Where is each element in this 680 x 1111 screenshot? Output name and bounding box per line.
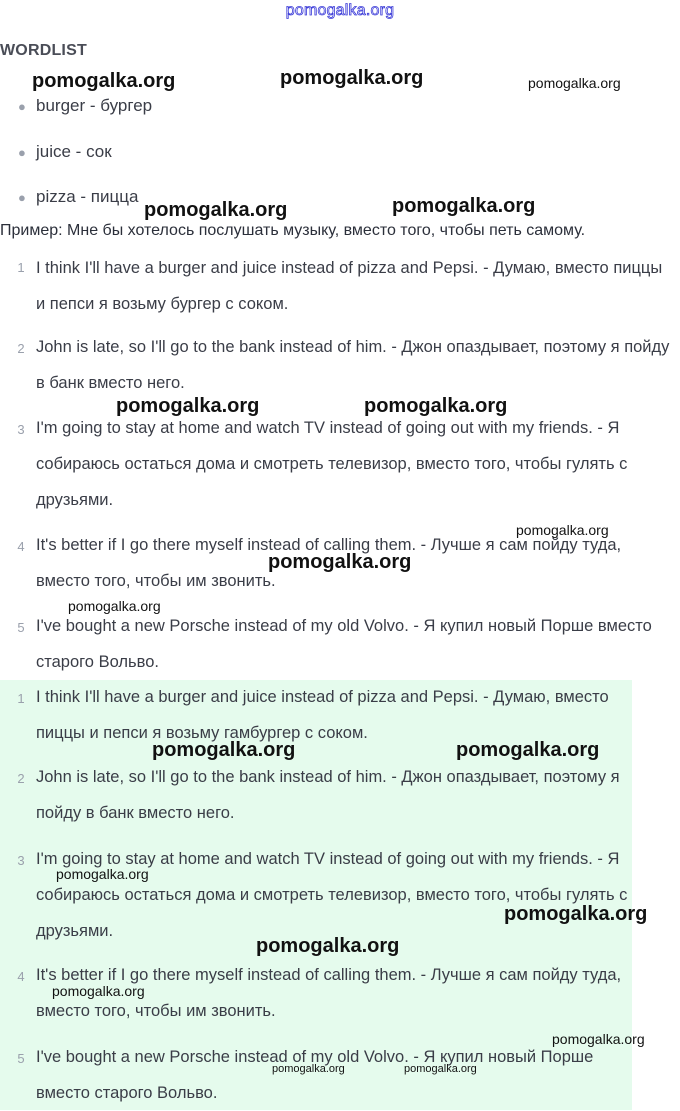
watermark: pomogalka.org — [56, 866, 149, 882]
bullet-icon: ● — [18, 99, 26, 114]
watermark: pomogalka.org — [152, 739, 296, 761]
answer-text: John is late, so I'll go to the bank instead of him. - Джон опаздывает, поэтому я пойду в банк вместо него. — [36, 768, 620, 822]
watermark: pomogalka.org — [32, 70, 176, 92]
wordlist-item-label: juice - сок — [36, 142, 112, 161]
wordlist-title: WORDLIST — [0, 42, 87, 59]
watermark: pomogalka.org — [404, 1063, 477, 1075]
example-sentence: Пример: Мне бы хотелось послушать музыку, вместо того, чтобы петь самому. — [0, 222, 586, 239]
answer-text: I've bought a new Porsche instead of my old Volvo. - Я купил новый Порше вместо старого Вольво. — [36, 1048, 594, 1102]
watermark: pomogalka.org — [256, 935, 400, 957]
watermark: pomogalka.org — [52, 983, 145, 999]
answer-text: It's better if I go there myself instead of calling them. - Лучше я сам пойду туда, вместо того, чтобы им звонить. — [36, 966, 622, 1020]
watermark: pomogalka.org — [516, 522, 609, 538]
watermark: pomogalka.org — [504, 903, 648, 925]
answer-number: 4 — [17, 539, 25, 554]
watermark: pomogalka.org — [552, 1031, 645, 1047]
watermark: pomogalka.org — [364, 395, 508, 417]
wordlist-item — [18, 96, 152, 116]
watermark: pomogalka.org — [392, 195, 536, 217]
answer-text: I'm going to stay at home and watch TV instead of going out with my friends. - Я собираюсь остаться дома и смотреть телевизор, вместо того, чтобы гулять с друзьями. — [36, 419, 628, 509]
answer-text: I think I'll have a burger and juice instead of pizza and Pepsi. - Думаю, вместо пиццы и пепси я возьму гамбургер с соком. — [36, 688, 609, 742]
bullet-icon: ● — [18, 145, 26, 160]
answer-number: 5 — [17, 1051, 25, 1066]
answer-number: 3 — [17, 853, 25, 868]
answer-number: 2 — [17, 341, 25, 356]
answer-text: It's better if I go there myself instead of calling them. - Лучше я сам пойду туда, вместо того, чтобы им звонить. — [36, 536, 622, 590]
watermark: pomogalka.org — [456, 739, 600, 761]
watermark: pomogalka.org — [268, 551, 412, 573]
answer-number: 5 — [17, 620, 25, 635]
answer-text: I think I'll have a burger and juice instead of pizza and Pepsi. - Думаю, вместо пиццы и пепси я возьму бургер с соком. — [36, 259, 663, 313]
wordlist-item-label: pizza - пицца — [36, 187, 139, 206]
watermark: pomogalka.org — [272, 1063, 345, 1075]
answer-number: 1 — [17, 260, 25, 275]
wordlist-item — [18, 187, 138, 207]
answer-number: 1 — [17, 691, 25, 706]
watermark: pomogalka.org — [528, 75, 621, 91]
answer-text: I've bought a new Porsche instead of my old Volvo. - Я купил новый Порше вместо старого Вольво. — [36, 617, 652, 671]
answer-number: 2 — [17, 771, 25, 786]
site-watermark-top: pomogalka.org — [285, 2, 395, 19]
bullet-icon: ● — [18, 190, 26, 205]
watermark: pomogalka.org — [280, 67, 424, 89]
answer-text: John is late, so I'll go to the bank instead of him. - Джон опаздывает, поэтому я пойду в банк вместо него. — [36, 338, 670, 392]
wordlist-item-label: burger - бургер — [36, 96, 153, 115]
answer-number: 4 — [17, 969, 25, 984]
wordlist-item — [18, 142, 112, 162]
watermark: pomogalka.org — [68, 598, 161, 614]
answer-text: I'm going to stay at home and watch TV instead of going out with my friends. - Я собираюсь остаться дома и смотреть телевизор, вместо того, чтобы гулять с друзьями. — [36, 850, 628, 940]
watermark: pomogalka.org — [144, 199, 288, 221]
watermark: pomogalka.org — [116, 395, 260, 417]
answer-number: 3 — [17, 422, 25, 437]
